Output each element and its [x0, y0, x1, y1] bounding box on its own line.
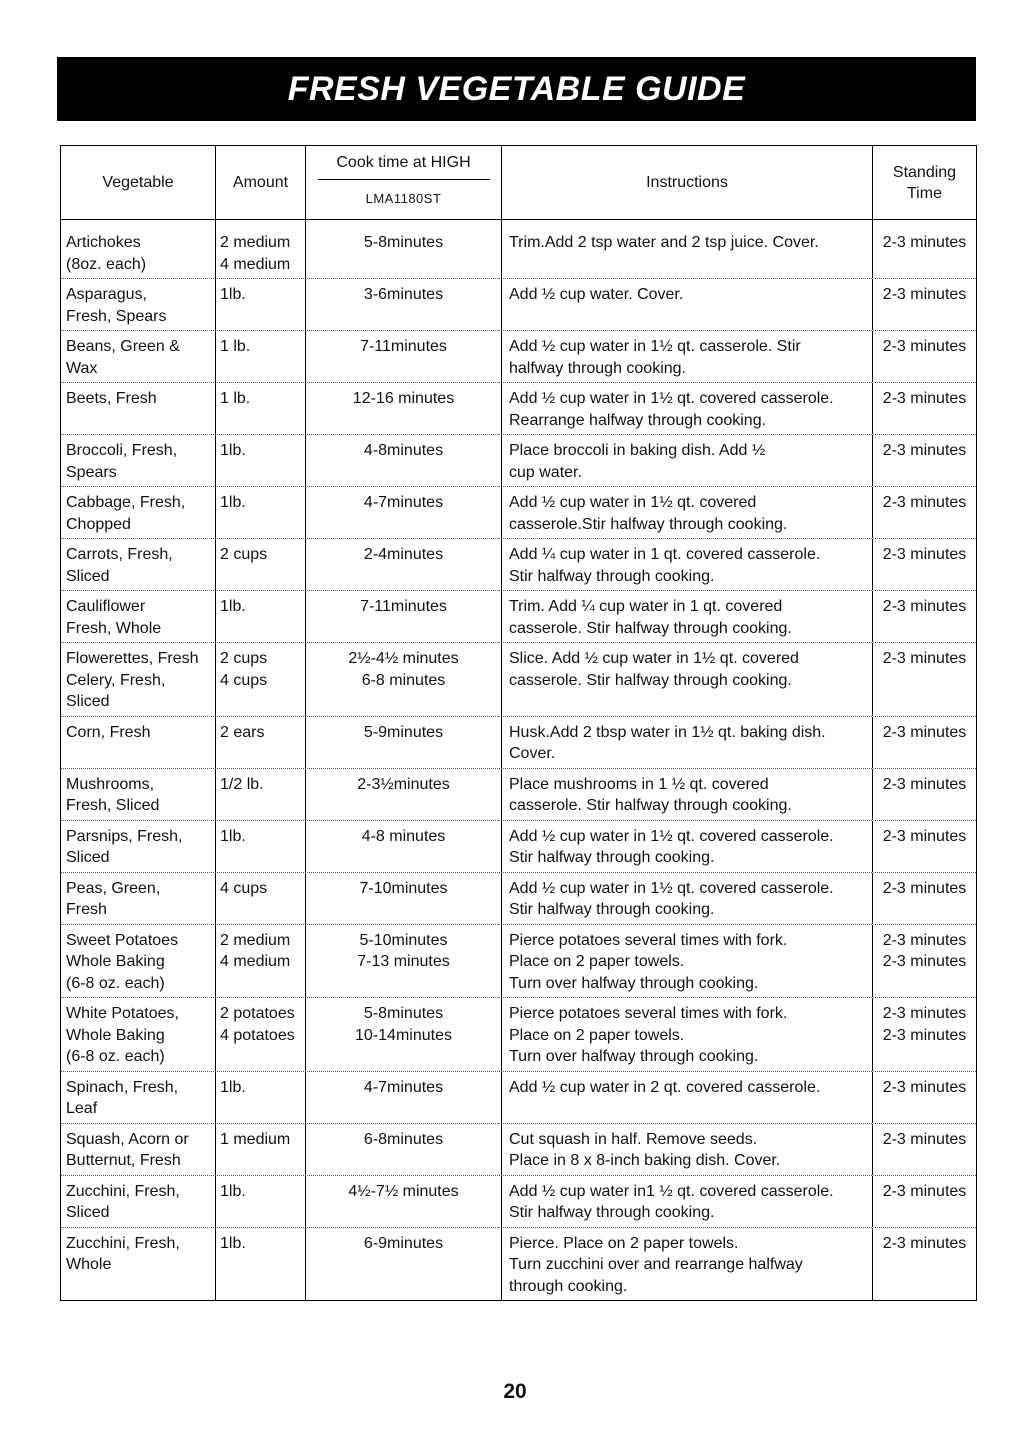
table-row	[61, 717, 976, 769]
cook-time-cell: 2-3½minutes	[306, 769, 502, 820]
vegetable-cell: Mushrooms, Fresh, Sliced	[61, 769, 216, 820]
cook-time-cell: 12-16 minutes	[306, 383, 502, 434]
table-row	[61, 220, 976, 279]
table-row	[61, 331, 976, 383]
standing-time-cell: 2-3 minutes	[882, 286, 967, 303]
instructions-cell: Place mushrooms in 1 ½ qt. covered casserole. Stir halfway through cooking.	[502, 769, 873, 820]
header-cook-time	[306, 146, 502, 219]
vegetable-cell: Corn, Fresh	[61, 717, 216, 768]
instructions-cell: Pierce potatoes several times with fork. Place on 2 paper towels. Turn over halfway through cooking.	[502, 998, 873, 1071]
table-row	[61, 1176, 976, 1228]
instructions-cell: Add ½ cup water in 1½ qt. covered casserole. Rearrange halfway through cooking.	[502, 383, 873, 434]
vegetable-cell: Asparagus, Fresh, Spears	[61, 279, 216, 330]
header-model-number: LMA1180ST	[365, 191, 442, 206]
cook-time-cell: 4-8minutes	[306, 435, 502, 486]
cook-time-cell: 7-11minutes	[306, 591, 502, 642]
page-number: 20	[503, 1380, 527, 1403]
instructions-cell: Add ½ cup water in 2 qt. covered casserole.	[502, 1072, 873, 1123]
vegetable-cell: Artichokes (8oz. each)	[61, 220, 216, 278]
standing-time-cell: 2-3 minutes	[882, 546, 967, 563]
amount-cell: 1lb.	[216, 435, 306, 486]
table-row	[61, 279, 976, 331]
table-header	[61, 146, 976, 220]
cook-time-cell: 5-8minutes 10-14minutes	[306, 998, 502, 1071]
cook-time-cell: 5-10minutes 7-13 minutes	[306, 925, 502, 998]
vegetable-cell: Peas, Green, Fresh	[61, 873, 216, 924]
instructions-cell: Trim. Add ¼ cup water in 1 qt. covered casserole. Stir halfway through cooking.	[502, 591, 873, 642]
header-instructions: Instructions	[502, 146, 873, 219]
cook-time-cell: 2-4minutes	[306, 539, 502, 590]
instructions-cell: Add ½ cup water in1 ½ qt. covered casserole. Stir halfway through cooking.	[502, 1176, 873, 1227]
standing-time-cell: 2-3 minutes	[882, 827, 967, 845]
instructions-cell: Add ½ cup water in 1½ qt. covered casserole.Stir halfway through cooking.	[502, 487, 873, 538]
vegetable-cell: Zucchini, Fresh, Sliced	[61, 1176, 216, 1227]
vegetable-cell: Sweet Potatoes Whole Baking (6-8 oz. each)	[61, 925, 216, 998]
cook-time-cell: 7-11minutes	[306, 331, 502, 382]
cook-time-cell: 6-8minutes	[306, 1124, 502, 1175]
header-standing-time: Standing Time	[892, 163, 957, 202]
table-row	[61, 998, 976, 1072]
vegetable-cell: Parsnips, Fresh, Sliced	[61, 821, 216, 872]
title-banner	[57, 57, 976, 121]
amount-cell: 2 medium 4 medium	[216, 220, 306, 278]
header-vegetable: Vegetable	[61, 146, 216, 219]
amount-cell: 1 medium	[216, 1124, 306, 1175]
header-amount: Amount	[216, 146, 306, 219]
amount-cell: 2 cups	[216, 539, 306, 590]
cook-time-cell: 4-7minutes	[306, 487, 502, 538]
table-row	[61, 487, 976, 539]
amount-cell: 1lb.	[216, 591, 306, 642]
page-title: FRESH VEGETABLE GUIDE	[287, 69, 746, 108]
table-row	[61, 1228, 976, 1301]
standing-time-cell: 2-3 minutes	[882, 338, 967, 355]
instructions-cell: Add ½ cup water in 1½ qt. covered casserole. Stir halfway through cooking.	[502, 821, 873, 872]
cook-time-cell: 6-9minutes	[306, 1228, 502, 1301]
table-row	[61, 643, 976, 717]
instructions-cell: Add ½ cup water in 1½ qt. covered casserole. Stir halfway through cooking.	[502, 873, 873, 924]
amount-cell: 1/2 lb.	[216, 769, 306, 820]
standing-time-cell: 2-3 minutes 2-3 minutes	[882, 1005, 967, 1044]
instructions-cell: Add ½ cup water. Cover.	[502, 279, 873, 330]
cook-time-cell: 5-8minutes	[306, 220, 502, 278]
cook-time-cell: 3-6minutes	[306, 279, 502, 330]
instructions-cell: Add ¼ cup water in 1 qt. covered casserole. Stir halfway through cooking.	[502, 539, 873, 590]
standing-time-cell: 2-3 minutes	[882, 1182, 967, 1200]
cook-time-cell: 4½-7½ minutes	[306, 1176, 502, 1227]
instructions-cell: Place broccoli in baking dish. Add ½ cup water.	[502, 435, 873, 486]
vegetable-cell: Spinach, Fresh, Leaf	[61, 1072, 216, 1123]
amount-cell: 4 cups	[216, 873, 306, 924]
instructions-cell: Pierce potatoes several times with fork. Place on 2 paper towels. Turn over halfway through cooking.	[502, 925, 873, 998]
amount-cell: 1 lb.	[216, 331, 306, 382]
standing-time-cell: 2-3 minutes	[882, 1130, 967, 1148]
standing-time-cell: 2-3 minutes	[882, 598, 967, 615]
table-row	[61, 821, 976, 873]
table-row	[61, 383, 976, 435]
instructions-cell: Husk.Add 2 tbsp water in 1½ qt. baking dish. Cover.	[502, 717, 873, 768]
standing-time-cell: 2-3 minutes	[882, 879, 967, 897]
standing-time-cell: 2-3 minutes	[882, 650, 967, 667]
amount-cell: 1lb.	[216, 1072, 306, 1123]
vegetable-cell: Zucchini, Fresh, Whole	[61, 1228, 216, 1301]
instructions-cell: Slice. Add ½ cup water in 1½ qt. covered casserole. Stir halfway through cooking.	[502, 643, 873, 716]
instructions-cell: Pierce. Place on 2 paper towels. Turn zucchini over and rearrange halfway through cooking.	[502, 1228, 873, 1301]
standing-time-cell: 2-3 minutes 2-3 minutes	[882, 931, 967, 970]
cook-time-cell: 2½-4½ minutes 6-8 minutes	[306, 643, 502, 716]
table-row	[61, 435, 976, 487]
standing-time-cell: 2-3 minutes	[882, 775, 967, 793]
table-row	[61, 873, 976, 925]
standing-time-cell: 2-3 minutes	[882, 1234, 967, 1252]
standing-time-cell: 2-3 minutes	[882, 723, 967, 741]
vegetable-cell: Broccoli, Fresh, Spears	[61, 435, 216, 486]
table-row	[61, 539, 976, 591]
vegetable-cell: Cauliflower Fresh, Whole	[61, 591, 216, 642]
table-row	[61, 1124, 976, 1176]
standing-time-cell: 2-3 minutes	[882, 494, 967, 511]
vegetable-cell: Beans, Green & Wax	[61, 331, 216, 382]
amount-cell: 2 cups 4 cups	[216, 643, 306, 716]
standing-time-cell: 2-3 minutes	[882, 234, 967, 251]
table-body	[61, 220, 976, 1300]
amount-cell: 1lb.	[216, 487, 306, 538]
header-cook-time-label: Cook time at HIGH	[318, 146, 490, 180]
vegetable-cell: Cabbage, Fresh, Chopped	[61, 487, 216, 538]
instructions-cell: Add ½ cup water in 1½ qt. casserole. Stir halfway through cooking.	[502, 331, 873, 382]
cook-time-cell: 4-7minutes	[306, 1072, 502, 1123]
amount-cell: 1lb.	[216, 1176, 306, 1227]
amount-cell: 2 ears	[216, 717, 306, 768]
vegetable-guide-table	[60, 145, 977, 1301]
vegetable-cell: Beets, Fresh	[61, 383, 216, 434]
table-row	[61, 591, 976, 643]
table-row	[61, 925, 976, 999]
table-row	[61, 1072, 976, 1124]
amount-cell: 1lb.	[216, 279, 306, 330]
vegetable-cell: Flowerettes, Fresh Celery, Fresh, Sliced	[61, 643, 216, 716]
table-row	[61, 769, 976, 821]
standing-time-cell: 2-3 minutes	[882, 1078, 967, 1096]
amount-cell: 1lb.	[216, 821, 306, 872]
amount-cell: 1lb.	[216, 1228, 306, 1301]
standing-time-cell: 2-3 minutes	[882, 390, 967, 407]
vegetable-cell: Carrots, Fresh, Sliced	[61, 539, 216, 590]
amount-cell: 1 lb.	[216, 383, 306, 434]
vegetable-cell: Squash, Acorn or Butternut, Fresh	[61, 1124, 216, 1175]
standing-time-cell: 2-3 minutes	[882, 442, 967, 459]
cook-time-cell: 7-10minutes	[306, 873, 502, 924]
instructions-cell: Cut squash in half. Remove seeds. Place in 8 x 8-inch baking dish. Cover.	[502, 1124, 873, 1175]
vegetable-cell: White Potatoes, Whole Baking (6-8 oz. each)	[61, 998, 216, 1071]
instructions-cell: Trim.Add 2 tsp water and 2 tsp juice. Cover.	[502, 220, 873, 278]
amount-cell: 2 medium 4 medium	[216, 925, 306, 998]
cook-time-cell: 4-8 minutes	[306, 821, 502, 872]
cook-time-cell: 5-9minutes	[306, 717, 502, 768]
amount-cell: 2 potatoes 4 potatoes	[216, 998, 306, 1071]
